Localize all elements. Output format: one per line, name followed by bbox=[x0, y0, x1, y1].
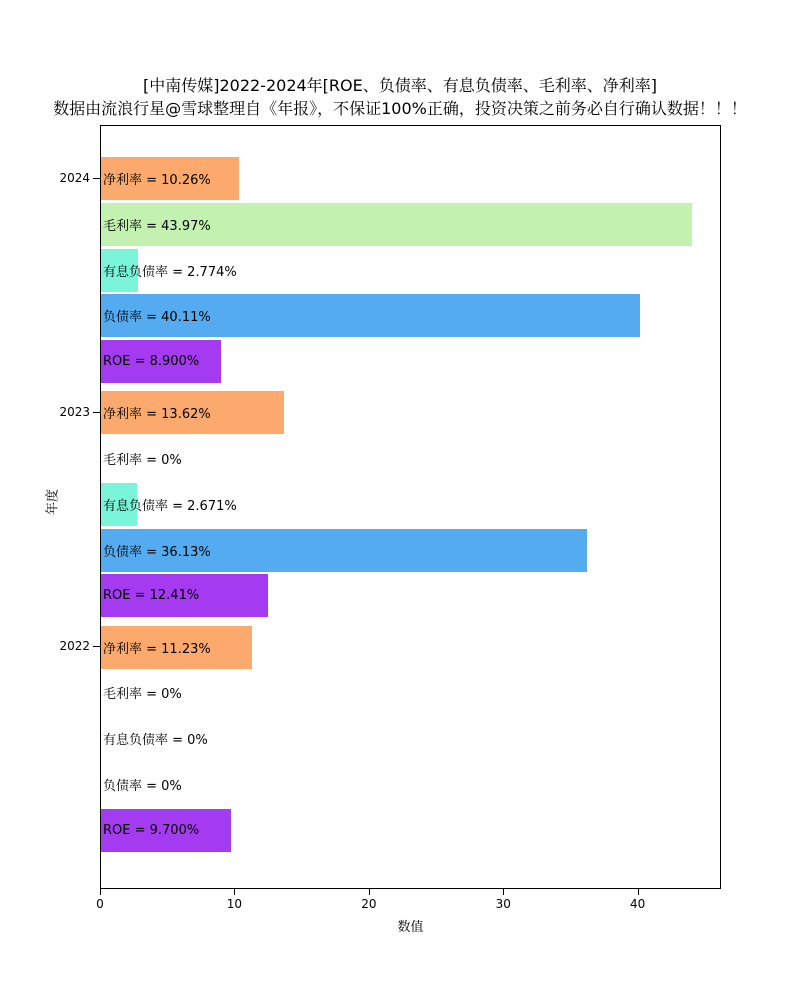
bar-value-label: 净利率 = 10.26% bbox=[103, 173, 211, 188]
x-tick-label: 20 bbox=[361, 897, 377, 911]
bar-value-label: 有息负债率 = 2.774% bbox=[103, 264, 237, 280]
x-tick-mark bbox=[638, 889, 639, 895]
chart-subtitle: 数据由流浪行星@雪球整理自《年报》，不保证100%正确，投资决策之前务必自行确认数据！！！ bbox=[53, 99, 747, 118]
bar-value-label: 毛利率 = 43.97% bbox=[103, 218, 211, 234]
x-tick-label: 40 bbox=[630, 897, 646, 911]
bar-value-label: 负债率 = 36.13% bbox=[103, 544, 211, 560]
bar-value-label: ROE = 9.700% bbox=[103, 822, 200, 838]
x-tick-label: 10 bbox=[226, 897, 243, 911]
chart-title: [中南传媒]2022-2024年[ROE、负债率、有息负债率、毛利率、净利率] bbox=[142, 76, 657, 95]
y-tick-mark bbox=[93, 412, 100, 413]
plot-area bbox=[100, 125, 721, 889]
x-tick-label: 30 bbox=[495, 897, 511, 911]
bar-value-label: 有息负债率 = 2.671% bbox=[103, 498, 237, 514]
x-axis-label: 数值 bbox=[397, 920, 424, 935]
y-tick-mark bbox=[93, 178, 100, 179]
x-tick-mark bbox=[369, 889, 370, 895]
y-tick-label: 2024 bbox=[59, 170, 90, 185]
y-axis-label: 年度 bbox=[45, 488, 61, 516]
x-tick-mark bbox=[234, 889, 235, 895]
bar-value-label: 负债率 = 40.11% bbox=[103, 310, 211, 326]
bar-value-label: 有息负债率 = 0% bbox=[103, 733, 208, 748]
y-tick-mark bbox=[93, 646, 100, 647]
y-tick-label: 2022 bbox=[59, 639, 90, 653]
bar-value-label: 净利率 = 13.62% bbox=[103, 407, 211, 423]
bar-value-label: ROE = 8.900% bbox=[103, 354, 200, 369]
x-tick-label: 0 bbox=[96, 897, 104, 911]
bar-value-label: 负债率 = 0% bbox=[103, 778, 182, 794]
bar-value-label: 净利率 = 11.23% bbox=[103, 641, 211, 657]
bar-value-label: 毛利率 = 0% bbox=[103, 453, 182, 468]
bar-value-label: 毛利率 = 0% bbox=[103, 687, 182, 703]
x-tick-mark bbox=[100, 889, 101, 895]
y-tick-label: 2023 bbox=[59, 404, 90, 419]
x-tick-mark bbox=[503, 889, 504, 895]
bar-value-label: ROE = 12.41% bbox=[103, 588, 200, 604]
